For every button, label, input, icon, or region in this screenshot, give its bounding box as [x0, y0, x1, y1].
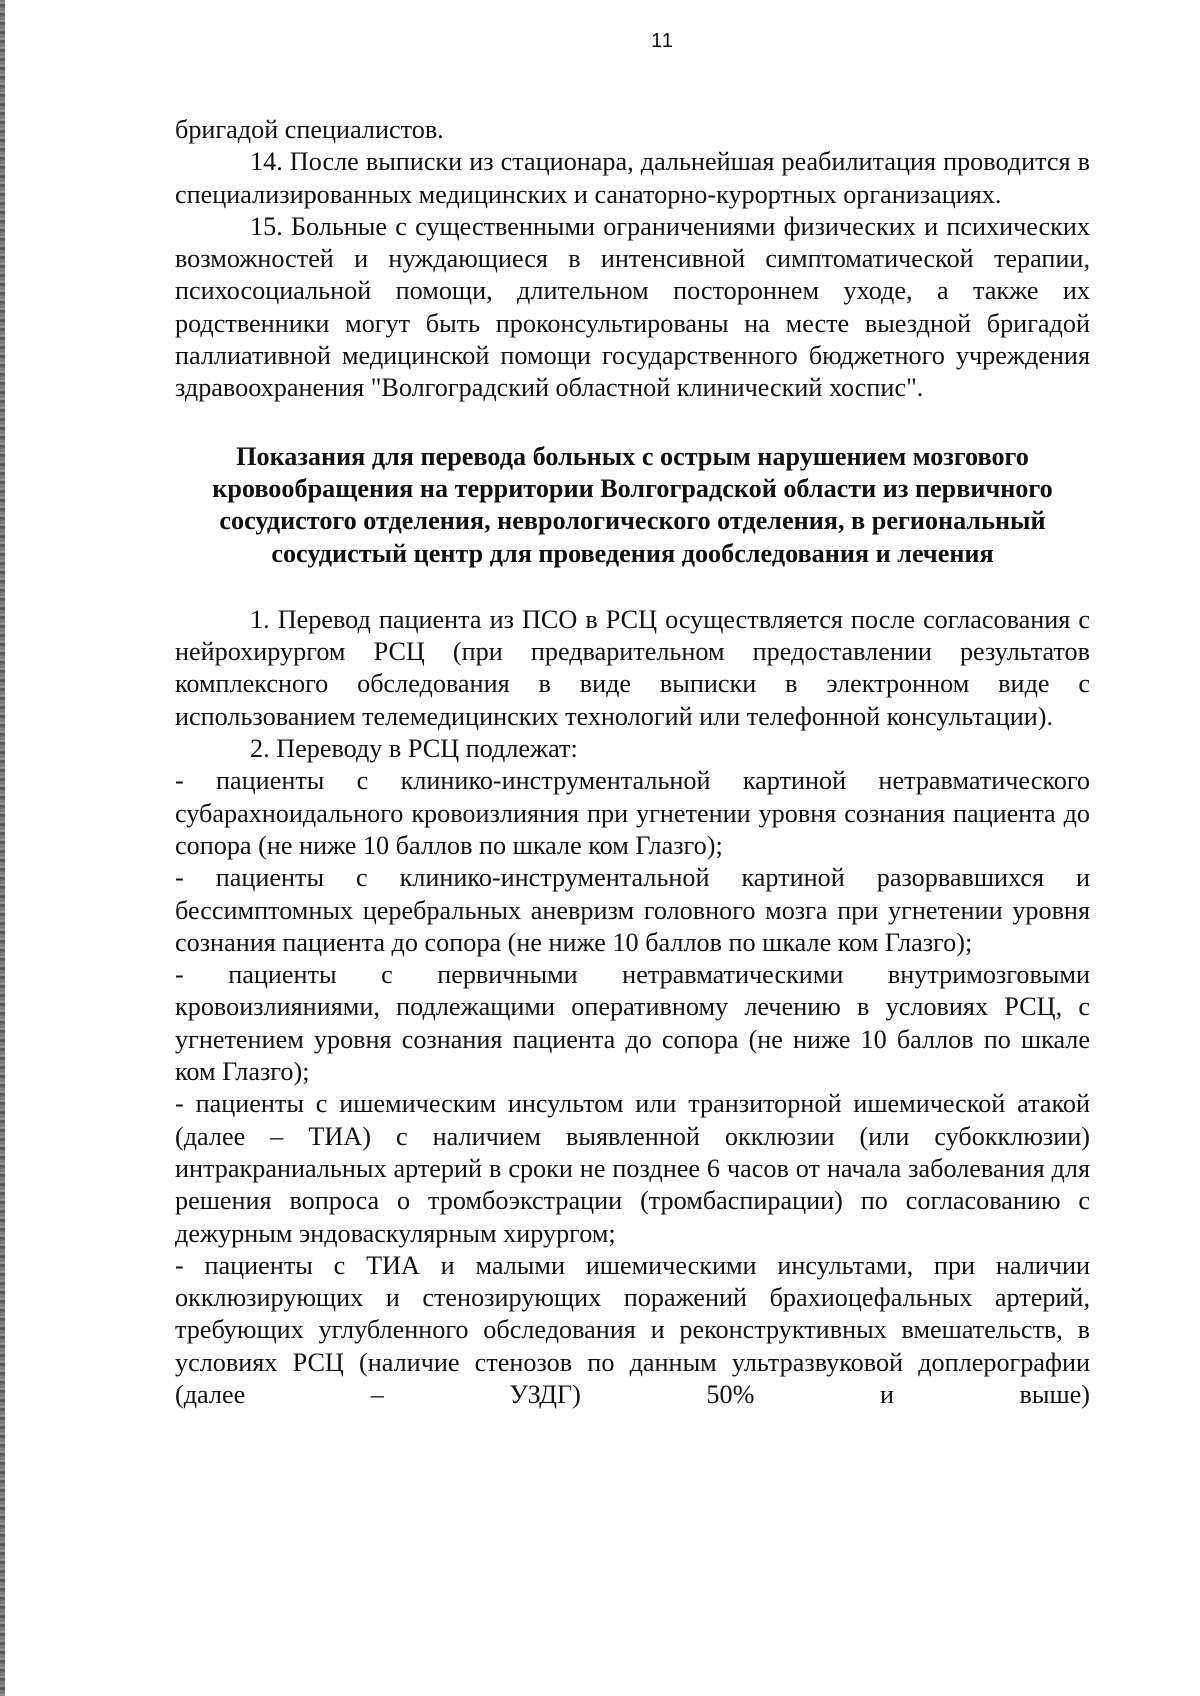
scan-edge-artifact — [0, 0, 5, 1696]
intro-paragraph: 14. После выписки из стационара, дальнейшая реабилитация проводится в специализированных медицинских и санаторно-курортных организациях. — [175, 147, 1090, 209]
section-paragraph: 1. Перевод пациента из ПСО в РСЦ осуществляется после согласования с нейрохирургом РСЦ (при предварительном предоставлении результатов комплексного обследования в виде выписки в электронном виде с использованием телемедицинских технологий или телефонной консультации). — [175, 604, 1090, 731]
page-number: 11 — [651, 30, 674, 52]
section-paragraph: 2. Переводу в РСЦ подлежат: — [250, 734, 578, 764]
intro-paragraph: 15. Больные с существенными ограничениями физических и психических возможностей и нуждающиеся в интенсивной симптоматической терапии, психосоциальной помощи, длительном постороннем уходе, а также их родственники могут быть проконсультированы на месте выездной бригадой паллиативной медицинской помощи государственного бюджетного учреждения здравоохранения "Волгоградский областной клинический хоспис". — [175, 211, 1090, 403]
list-item: - пациенты с ТИА и малыми ишемическими инсультами, при наличии окклюзирующих и стенозирующих поражений брахиоцефальных артерий, требующих углубленного обследования и реконструктивных вмешательств, в условиях РСЦ (наличие стенозов по данным ультразвуковой доплерографии (далее – УЗДГ) 50% и выше) — [175, 1250, 1090, 1409]
section-heading: Показания для перевода больных с острым нарушением мозгового кровообращения на территории Волгоградской области из первичного сосудистого отделения, неврологического отделения, в региональный сосудистый центр для проведения дообследования и лечения — [212, 441, 1053, 568]
document-body — [175, 114, 1090, 1411]
list-item: - пациенты с первичными нетравматическими внутримозговыми кровоизлияниями, подлежащими оперативному лечению в условиях РСЦ, с угнетением уровня сознания пациента до сопора (не ниже 10 баллов по шкале ком Глазго); — [175, 960, 1090, 1087]
intro-paragraph: бригадой специалистов. — [175, 115, 444, 144]
list-item: - пациенты с клинико-инструментальной картиной нетравматического субарахноидального кровоизлияния при угнетении уровня сознания пациента до сопора (не ниже 10 баллов по шкале ком Глазго); — [175, 766, 1090, 860]
list-item: - пациенты с клинико-инструментальной картиной разорвавшихся и бессимптомных церебральных аневризм головного мозга при угнетении уровня сознания пациента до сопора (не ниже 10 баллов по шкале ком Глазго); — [175, 863, 1090, 957]
list-item: - пациенты с ишемическим инсультом или транзиторной ишемической атакой (далее – ТИА) с наличием выявленной окклюзии (или субокклюзии) интракраниальных артерий в сроки не позднее 6 часов от начала заболевания для решения вопроса о тромбоэкстрации (тромбаспирации) по согласованию с дежурным эндоваскулярным хирургом; — [175, 1089, 1090, 1248]
